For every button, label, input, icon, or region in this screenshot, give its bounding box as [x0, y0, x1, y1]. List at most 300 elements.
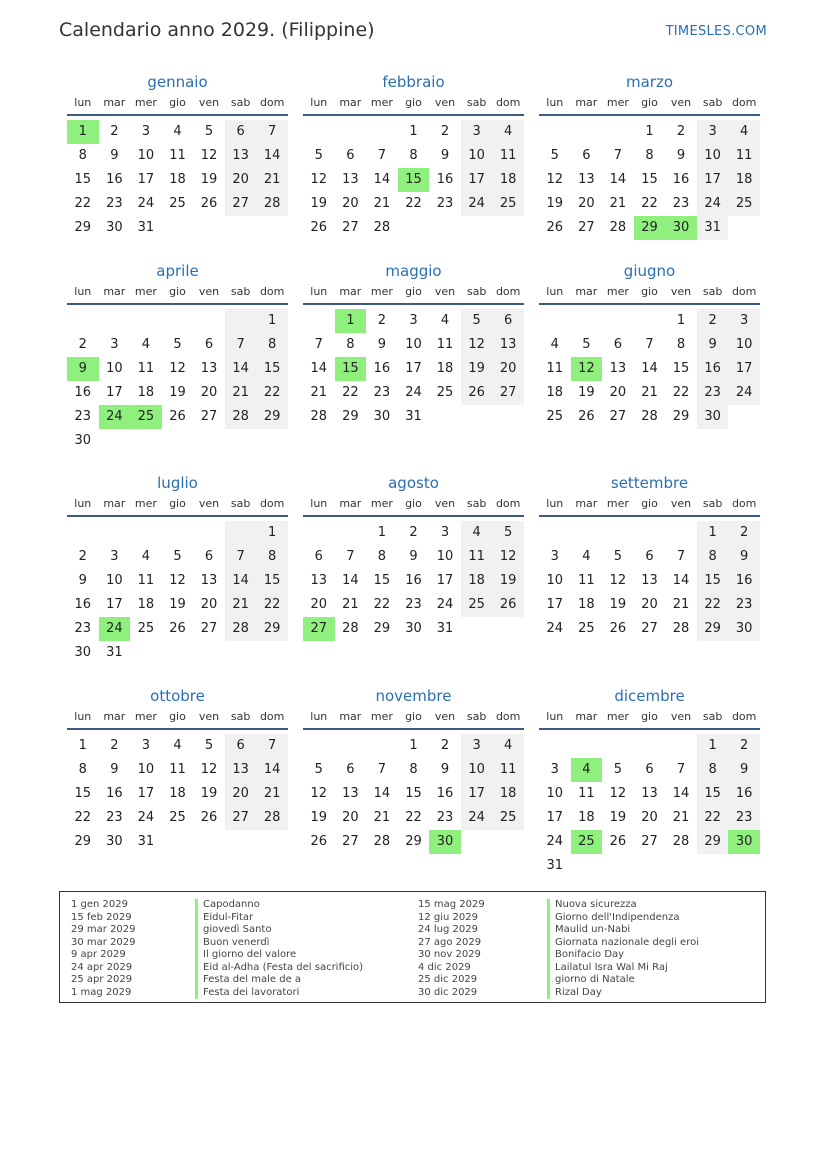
day-cell[interactable]: 3	[440, 525, 450, 540]
day-cell[interactable]: 25	[492, 192, 524, 216]
day-cell[interactable]: 8	[676, 337, 686, 352]
day-cell[interactable]: 21	[373, 810, 391, 825]
day-cell[interactable]: 5	[613, 549, 623, 564]
day-cell[interactable]: 4	[141, 337, 151, 352]
day-cell[interactable]: 25	[137, 621, 155, 636]
day-cell[interactable]: 11	[492, 144, 524, 168]
day-cell[interactable]: 13	[578, 172, 595, 187]
day-cell[interactable]: 26	[461, 381, 493, 405]
day-cell[interactable]: 22	[641, 196, 658, 211]
day-cell[interactable]: 18	[169, 172, 186, 187]
day-cell[interactable]: 14	[609, 172, 627, 187]
day-cell[interactable]: 26	[169, 621, 186, 636]
day-cell[interactable]: 14	[256, 758, 288, 782]
day-cell[interactable]: 15	[405, 786, 422, 801]
day-cell[interactable]: 26	[578, 409, 595, 424]
day-cell[interactable]: 2	[78, 337, 87, 352]
day-cell[interactable]: 31	[137, 220, 155, 235]
day-cell[interactable]: 12	[571, 357, 603, 381]
day-cell[interactable]: 2	[440, 738, 450, 753]
day-cell[interactable]: 24	[546, 834, 564, 849]
day-cell[interactable]: 22	[405, 810, 422, 825]
day-cell[interactable]: 21	[256, 168, 288, 192]
day-cell[interactable]: 12	[609, 786, 627, 801]
day-cell[interactable]: 17	[461, 782, 493, 806]
day-cell[interactable]: 15	[74, 172, 92, 187]
day-cell[interactable]: 10	[106, 361, 123, 376]
day-cell[interactable]: 28	[225, 617, 257, 641]
day-cell[interactable]: 24	[99, 405, 131, 429]
day-cell[interactable]: 11	[436, 337, 454, 352]
day-cell[interactable]: 4	[440, 313, 450, 328]
day-cell[interactable]: 14	[373, 786, 391, 801]
day-cell[interactable]: 1	[697, 734, 729, 758]
day-cell[interactable]: 19	[578, 385, 595, 400]
day-cell[interactable]: 3	[550, 762, 559, 777]
day-cell[interactable]: 5	[550, 148, 559, 163]
day-cell[interactable]: 19	[609, 597, 627, 612]
day-cell[interactable]: 15	[697, 782, 729, 806]
day-cell[interactable]: 5	[314, 148, 323, 163]
day-cell[interactable]: 23	[373, 385, 391, 400]
day-cell[interactable]: 25	[728, 192, 760, 216]
day-cell[interactable]: 2	[110, 738, 119, 753]
day-cell[interactable]: 12	[200, 762, 218, 777]
day-cell[interactable]: 31	[546, 858, 564, 873]
day-cell[interactable]: 16	[106, 172, 123, 187]
day-cell[interactable]: 9	[728, 758, 760, 782]
day-cell[interactable]: 1	[256, 521, 288, 545]
day-cell[interactable]: 7	[314, 337, 323, 352]
day-cell[interactable]: 26	[310, 834, 328, 849]
day-cell[interactable]: 28	[310, 409, 328, 424]
day-cell[interactable]: 20	[492, 357, 524, 381]
day-cell[interactable]: 30	[106, 834, 123, 849]
day-cell[interactable]: 4	[173, 124, 182, 139]
day-cell[interactable]: 18	[137, 597, 155, 612]
day-cell[interactable]: 9	[440, 148, 450, 163]
day-cell[interactable]: 18	[137, 385, 155, 400]
day-cell[interactable]: 20	[225, 168, 257, 192]
day-cell[interactable]: 6	[204, 549, 214, 564]
day-cell[interactable]: 2	[728, 734, 760, 758]
day-cell[interactable]: 6	[492, 309, 524, 333]
day-cell[interactable]: 6	[645, 762, 654, 777]
day-cell[interactable]: 16	[74, 597, 92, 612]
day-cell[interactable]: 11	[728, 144, 760, 168]
day-cell[interactable]: 15	[74, 786, 92, 801]
day-cell[interactable]: 8	[78, 148, 87, 163]
day-cell[interactable]: 19	[310, 810, 328, 825]
day-cell[interactable]: 28	[256, 806, 288, 830]
day-cell[interactable]: 22	[672, 385, 690, 400]
day-cell[interactable]: 13	[492, 333, 524, 357]
day-cell[interactable]: 3	[550, 549, 559, 564]
day-cell[interactable]: 10	[137, 148, 155, 163]
day-cell[interactable]: 29	[634, 216, 666, 240]
day-cell[interactable]: 9	[377, 337, 387, 352]
day-cell[interactable]: 17	[106, 597, 123, 612]
day-cell[interactable]: 15	[641, 172, 658, 187]
day-cell[interactable]: 2	[409, 525, 418, 540]
brand-link[interactable]: TIMESLES.COM	[665, 24, 767, 39]
day-cell[interactable]: 5	[613, 762, 623, 777]
day-cell[interactable]: 17	[436, 573, 454, 588]
day-cell[interactable]: 6	[314, 549, 323, 564]
day-cell[interactable]: 4	[571, 758, 603, 782]
day-cell[interactable]: 14	[310, 361, 328, 376]
day-cell[interactable]: 3	[461, 734, 493, 758]
day-cell[interactable]: 3	[141, 738, 151, 753]
day-cell[interactable]: 16	[405, 573, 422, 588]
day-cell[interactable]: 15	[672, 361, 690, 376]
day-cell[interactable]: 3	[697, 120, 729, 144]
day-cell[interactable]: 17	[405, 361, 422, 376]
day-cell[interactable]: 29	[697, 830, 729, 854]
day-cell[interactable]: 12	[461, 333, 493, 357]
day-cell[interactable]: 1	[697, 521, 729, 545]
day-cell[interactable]: 13	[641, 786, 658, 801]
day-cell[interactable]: 29	[256, 617, 288, 641]
day-cell[interactable]: 20	[641, 597, 658, 612]
day-cell[interactable]: 27	[225, 806, 257, 830]
day-cell[interactable]: 17	[137, 786, 155, 801]
day-cell[interactable]: 22	[405, 196, 422, 211]
day-cell[interactable]: 23	[106, 196, 123, 211]
day-cell[interactable]: 29	[672, 409, 690, 424]
day-cell[interactable]: 23	[405, 597, 422, 612]
day-cell[interactable]: 19	[169, 385, 186, 400]
day-cell[interactable]: 17	[697, 168, 729, 192]
day-cell[interactable]: 25	[571, 830, 603, 854]
day-cell[interactable]: 29	[697, 617, 729, 641]
day-cell[interactable]: 29	[256, 405, 288, 429]
day-cell[interactable]: 4	[461, 521, 493, 545]
day-cell[interactable]: 7	[377, 148, 387, 163]
day-cell[interactable]: 19	[492, 569, 524, 593]
day-cell[interactable]: 6	[346, 762, 355, 777]
day-cell[interactable]: 1	[676, 313, 686, 328]
day-cell[interactable]: 11	[546, 361, 564, 376]
day-cell[interactable]: 7	[676, 762, 686, 777]
day-cell[interactable]: 24	[405, 385, 422, 400]
day-cell[interactable]: 16	[436, 786, 454, 801]
day-cell[interactable]: 11	[137, 361, 155, 376]
day-cell[interactable]: 18	[461, 569, 493, 593]
day-cell[interactable]: 14	[672, 786, 690, 801]
day-cell[interactable]: 30	[373, 409, 391, 424]
day-cell[interactable]: 15	[256, 569, 288, 593]
day-cell[interactable]: 29	[405, 834, 422, 849]
day-cell[interactable]: 31	[405, 409, 422, 424]
day-cell[interactable]: 21	[225, 593, 257, 617]
day-cell[interactable]: 31	[697, 216, 729, 240]
day-cell[interactable]: 13	[609, 361, 627, 376]
day-cell[interactable]: 21	[672, 597, 690, 612]
day-cell[interactable]: 8	[78, 762, 87, 777]
day-cell[interactable]: 8	[256, 333, 288, 357]
day-cell[interactable]: 13	[200, 573, 218, 588]
day-cell[interactable]: 8	[697, 545, 729, 569]
day-cell[interactable]: 17	[137, 172, 155, 187]
day-cell[interactable]: 5	[314, 762, 323, 777]
day-cell[interactable]: 27	[200, 621, 218, 636]
day-cell[interactable]: 3	[409, 313, 418, 328]
day-cell[interactable]: 15	[697, 569, 729, 593]
day-cell[interactable]: 22	[342, 385, 359, 400]
day-cell[interactable]: 15	[373, 573, 391, 588]
day-cell[interactable]: 7	[346, 549, 355, 564]
day-cell[interactable]: 3	[461, 120, 493, 144]
day-cell[interactable]: 8	[377, 549, 387, 564]
day-cell[interactable]: 10	[546, 573, 564, 588]
day-cell[interactable]: 1	[645, 124, 654, 139]
day-cell[interactable]: 28	[609, 220, 627, 235]
day-cell[interactable]: 30	[405, 621, 422, 636]
day-cell[interactable]: 23	[728, 806, 760, 830]
day-cell[interactable]: 21	[342, 597, 359, 612]
day-cell[interactable]: 1	[256, 309, 288, 333]
day-cell[interactable]: 20	[225, 782, 257, 806]
day-cell[interactable]: 23	[74, 621, 92, 636]
day-cell[interactable]: 2	[440, 124, 450, 139]
day-cell[interactable]: 27	[342, 220, 359, 235]
day-cell[interactable]: 18	[492, 168, 524, 192]
day-cell[interactable]: 28	[225, 405, 257, 429]
day-cell[interactable]: 21	[310, 385, 328, 400]
day-cell[interactable]: 10	[137, 762, 155, 777]
day-cell[interactable]: 28	[672, 834, 690, 849]
day-cell[interactable]: 2	[676, 124, 686, 139]
day-cell[interactable]: 9	[440, 762, 450, 777]
day-cell[interactable]: 2	[728, 521, 760, 545]
day-cell[interactable]: 23	[436, 196, 454, 211]
day-cell[interactable]: 9	[78, 573, 87, 588]
day-cell[interactable]: 18	[169, 786, 186, 801]
day-cell[interactable]: 4	[492, 734, 524, 758]
day-cell[interactable]: 30	[665, 216, 697, 240]
day-cell[interactable]: 25	[492, 806, 524, 830]
day-cell[interactable]: 9	[110, 148, 119, 163]
day-cell[interactable]: 14	[256, 144, 288, 168]
day-cell[interactable]: 30	[429, 830, 461, 854]
day-cell[interactable]: 24	[546, 621, 564, 636]
day-cell[interactable]: 19	[169, 597, 186, 612]
day-cell[interactable]: 15	[398, 168, 430, 192]
day-cell[interactable]: 23	[436, 810, 454, 825]
day-cell[interactable]: 27	[641, 834, 658, 849]
day-cell[interactable]: 2	[110, 124, 119, 139]
day-cell[interactable]: 24	[697, 192, 729, 216]
day-cell[interactable]: 8	[346, 337, 355, 352]
day-cell[interactable]: 28	[641, 409, 658, 424]
day-cell[interactable]: 6	[346, 148, 355, 163]
day-cell[interactable]: 12	[310, 786, 328, 801]
day-cell[interactable]: 10	[728, 333, 760, 357]
day-cell[interactable]: 14	[225, 569, 257, 593]
day-cell[interactable]: 10	[436, 549, 454, 564]
day-cell[interactable]: 26	[609, 834, 627, 849]
day-cell[interactable]: 29	[74, 220, 92, 235]
day-cell[interactable]: 11	[492, 758, 524, 782]
day-cell[interactable]: 3	[141, 124, 151, 139]
day-cell[interactable]: 25	[130, 405, 162, 429]
day-cell[interactable]: 28	[256, 192, 288, 216]
day-cell[interactable]: 27	[342, 834, 359, 849]
day-cell[interactable]: 14	[342, 573, 359, 588]
day-cell[interactable]: 27	[641, 621, 658, 636]
day-cell[interactable]: 9	[67, 357, 99, 381]
day-cell[interactable]: 5	[492, 521, 524, 545]
day-cell[interactable]: 22	[697, 593, 729, 617]
day-cell[interactable]: 9	[676, 148, 686, 163]
day-cell[interactable]: 7	[645, 337, 654, 352]
day-cell[interactable]: 25	[436, 385, 454, 400]
day-cell[interactable]: 14	[641, 361, 658, 376]
day-cell[interactable]: 20	[200, 597, 218, 612]
day-cell[interactable]: 28	[373, 220, 391, 235]
day-cell[interactable]: 13	[310, 573, 328, 588]
day-cell[interactable]: 30	[697, 405, 729, 429]
day-cell[interactable]: 16	[697, 357, 729, 381]
day-cell[interactable]: 20	[310, 597, 328, 612]
day-cell[interactable]: 30	[74, 433, 92, 448]
day-cell[interactable]: 18	[436, 361, 454, 376]
day-cell[interactable]: 7	[676, 549, 686, 564]
day-cell[interactable]: 17	[461, 168, 493, 192]
day-cell[interactable]: 13	[342, 786, 359, 801]
day-cell[interactable]: 5	[173, 337, 182, 352]
day-cell[interactable]: 4	[582, 549, 591, 564]
day-cell[interactable]: 16	[373, 361, 391, 376]
day-cell[interactable]: 12	[169, 573, 186, 588]
day-cell[interactable]: 17	[546, 597, 564, 612]
day-cell[interactable]: 26	[200, 196, 218, 211]
day-cell[interactable]: 12	[609, 573, 627, 588]
day-cell[interactable]: 24	[461, 806, 493, 830]
day-cell[interactable]: 24	[99, 617, 131, 641]
day-cell[interactable]: 4	[173, 738, 182, 753]
day-cell[interactable]: 3	[728, 309, 760, 333]
day-cell[interactable]: 7	[256, 120, 288, 144]
day-cell[interactable]: 21	[225, 381, 257, 405]
day-cell[interactable]: 13	[200, 361, 218, 376]
day-cell[interactable]: 10	[546, 786, 564, 801]
day-cell[interactable]: 22	[256, 381, 288, 405]
day-cell[interactable]: 8	[409, 762, 418, 777]
day-cell[interactable]: 21	[373, 196, 391, 211]
day-cell[interactable]: 12	[200, 148, 218, 163]
day-cell[interactable]: 1	[67, 120, 99, 144]
day-cell[interactable]: 23	[728, 593, 760, 617]
day-cell[interactable]: 5	[173, 549, 182, 564]
day-cell[interactable]: 14	[672, 573, 690, 588]
day-cell[interactable]: 13	[225, 758, 257, 782]
day-cell[interactable]: 20	[578, 196, 595, 211]
day-cell[interactable]: 24	[728, 381, 760, 405]
day-cell[interactable]: 5	[204, 738, 214, 753]
day-cell[interactable]: 12	[169, 361, 186, 376]
day-cell[interactable]: 14	[373, 172, 391, 187]
day-cell[interactable]: 16	[436, 172, 454, 187]
day-cell[interactable]: 9	[110, 762, 119, 777]
day-cell[interactable]: 30	[728, 830, 760, 854]
day-cell[interactable]: 10	[697, 144, 729, 168]
day-cell[interactable]: 22	[697, 806, 729, 830]
day-cell[interactable]: 1	[377, 525, 387, 540]
day-cell[interactable]: 29	[74, 834, 92, 849]
day-cell[interactable]: 9	[409, 549, 418, 564]
day-cell[interactable]: 25	[169, 196, 186, 211]
day-cell[interactable]: 26	[200, 810, 218, 825]
day-cell[interactable]: 9	[697, 333, 729, 357]
day-cell[interactable]: 20	[342, 810, 359, 825]
day-cell[interactable]: 27	[200, 409, 218, 424]
day-cell[interactable]: 22	[373, 597, 391, 612]
day-cell[interactable]: 27	[492, 381, 524, 405]
day-cell[interactable]: 6	[645, 549, 654, 564]
day-cell[interactable]: 11	[461, 545, 493, 569]
day-cell[interactable]: 2	[78, 549, 87, 564]
day-cell[interactable]: 26	[169, 409, 186, 424]
day-cell[interactable]: 15	[256, 357, 288, 381]
day-cell[interactable]: 21	[641, 385, 658, 400]
day-cell[interactable]: 3	[110, 337, 119, 352]
day-cell[interactable]: 4	[550, 337, 559, 352]
day-cell[interactable]: 4	[492, 120, 524, 144]
day-cell[interactable]: 24	[461, 192, 493, 216]
day-cell[interactable]: 8	[256, 545, 288, 569]
day-cell[interactable]: 10	[461, 758, 493, 782]
day-cell[interactable]: 5	[204, 124, 214, 139]
day-cell[interactable]: 30	[74, 645, 92, 660]
day-cell[interactable]: 21	[256, 782, 288, 806]
day-cell[interactable]: 10	[106, 573, 123, 588]
day-cell[interactable]: 23	[74, 409, 92, 424]
day-cell[interactable]: 25	[578, 621, 595, 636]
day-cell[interactable]: 26	[492, 593, 524, 617]
day-cell[interactable]: 31	[137, 834, 155, 849]
day-cell[interactable]: 7	[613, 148, 623, 163]
day-cell[interactable]: 22	[74, 196, 92, 211]
day-cell[interactable]: 4	[728, 120, 760, 144]
day-cell[interactable]: 20	[609, 385, 627, 400]
day-cell[interactable]: 8	[645, 148, 654, 163]
day-cell[interactable]: 20	[641, 810, 658, 825]
day-cell[interactable]: 18	[546, 385, 564, 400]
day-cell[interactable]: 29	[342, 409, 359, 424]
day-cell[interactable]: 16	[728, 782, 760, 806]
day-cell[interactable]: 21	[672, 810, 690, 825]
day-cell[interactable]: 23	[672, 196, 690, 211]
day-cell[interactable]: 6	[204, 337, 214, 352]
day-cell[interactable]: 19	[310, 196, 328, 211]
day-cell[interactable]: 19	[546, 196, 564, 211]
day-cell[interactable]: 4	[141, 549, 151, 564]
day-cell[interactable]: 10	[461, 144, 493, 168]
day-cell[interactable]: 10	[405, 337, 422, 352]
day-cell[interactable]: 25	[461, 593, 493, 617]
day-cell[interactable]: 1	[335, 309, 367, 333]
day-cell[interactable]: 31	[106, 645, 123, 660]
day-cell[interactable]: 16	[728, 569, 760, 593]
day-cell[interactable]: 6	[225, 734, 257, 758]
day-cell[interactable]: 6	[582, 148, 591, 163]
day-cell[interactable]: 13	[225, 144, 257, 168]
day-cell[interactable]: 17	[728, 357, 760, 381]
day-cell[interactable]: 19	[461, 357, 493, 381]
day-cell[interactable]: 7	[225, 333, 257, 357]
